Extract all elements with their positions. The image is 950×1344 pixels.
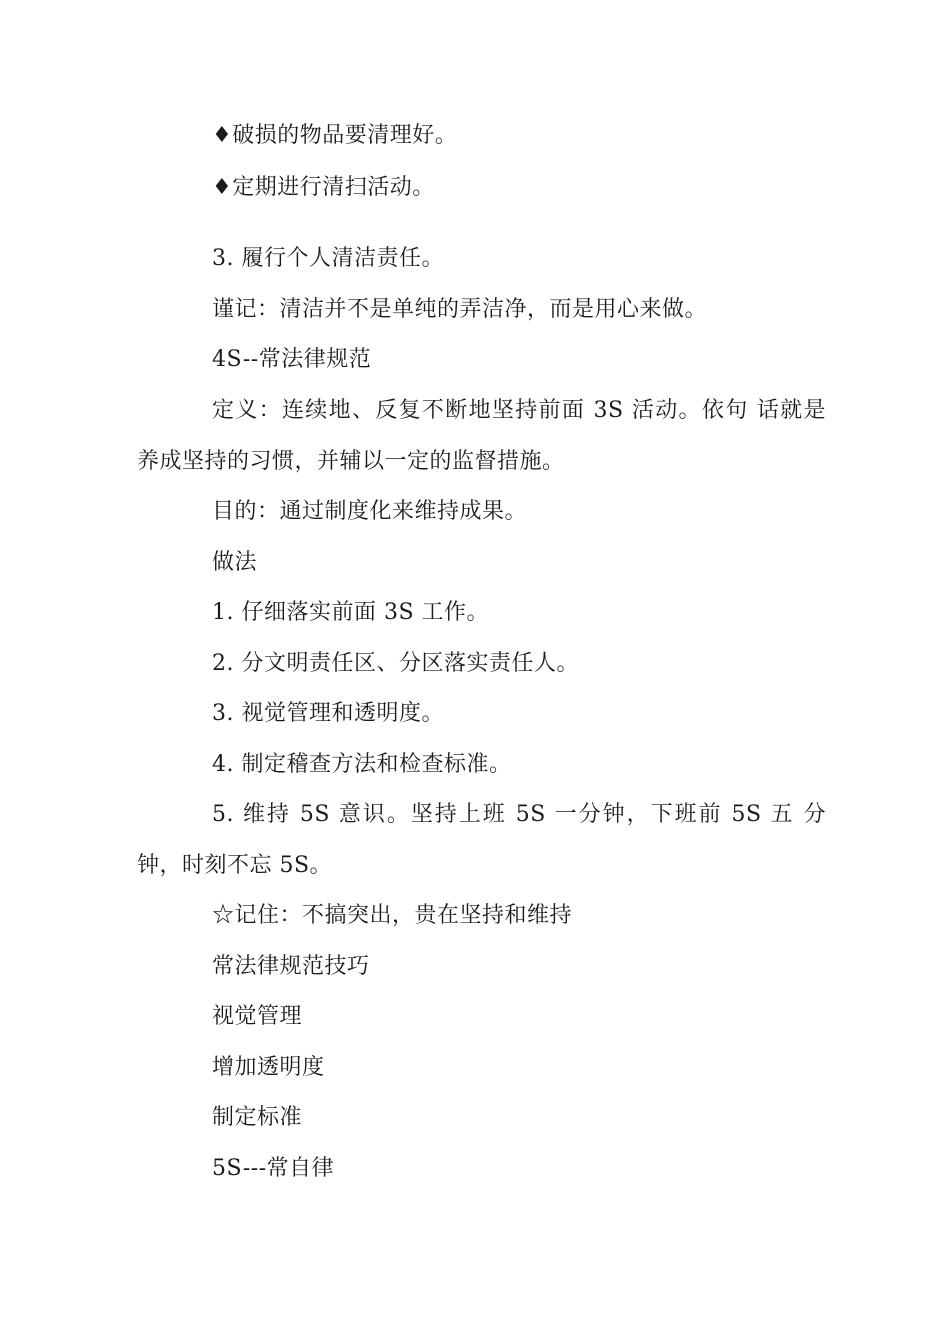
remember-note: ☆记住：不搞突出，贵在坚持和维持 xyxy=(212,903,573,928)
technique-visual-management: 视觉管理 xyxy=(212,1004,303,1029)
method-heading: 做法 xyxy=(212,550,258,575)
bullet-item-periodic-cleaning: ♦定期进行清扫活动。 xyxy=(212,175,435,200)
purpose-text: 目的：通过制度化来维持成果。 xyxy=(212,499,528,524)
method-item-5-line-2: 钟，时刻不忘 5S。 xyxy=(137,853,333,878)
reminder-text: 谨记：清洁并不是单纯的弄洁净，而是用心来做。 xyxy=(212,297,708,322)
method-item-3: 3. 视觉管理和透明度。 xyxy=(212,701,444,726)
method-item-2: 2. 分文明责任区、分区落实责任人。 xyxy=(212,651,579,676)
method-item-1: 1. 仔细落实前面 3S 工作。 xyxy=(212,600,490,625)
section-heading-4s: 4S--常法律规范 xyxy=(212,347,372,372)
technique-standards: 制定标准 xyxy=(212,1105,303,1130)
definition-paragraph-line-2: 养成坚持的习惯，并辅以一定的监督措施。 xyxy=(137,449,565,474)
method-item-5-line-1: 5. 维持 5S 意识。坚持上班 5S 一分钟，下班前 5S 五 分 xyxy=(212,802,826,827)
definition-paragraph-line-1: 定义：连续地、反复不断地坚持前面 3S 活动。依句 话就是 xyxy=(212,398,826,423)
method-item-4: 4. 制定稽查方法和检查标准。 xyxy=(212,752,512,777)
bullet-item-clean-damaged: ♦破损的物品要清理好。 xyxy=(212,123,458,148)
numbered-item-personal-cleaning: 3. 履行个人清洁责任。 xyxy=(212,246,444,271)
technique-transparency: 增加透明度 xyxy=(212,1055,325,1080)
technique-heading: 常法律规范技巧 xyxy=(212,954,370,979)
section-heading-5s: 5S---常自律 xyxy=(212,1156,335,1181)
